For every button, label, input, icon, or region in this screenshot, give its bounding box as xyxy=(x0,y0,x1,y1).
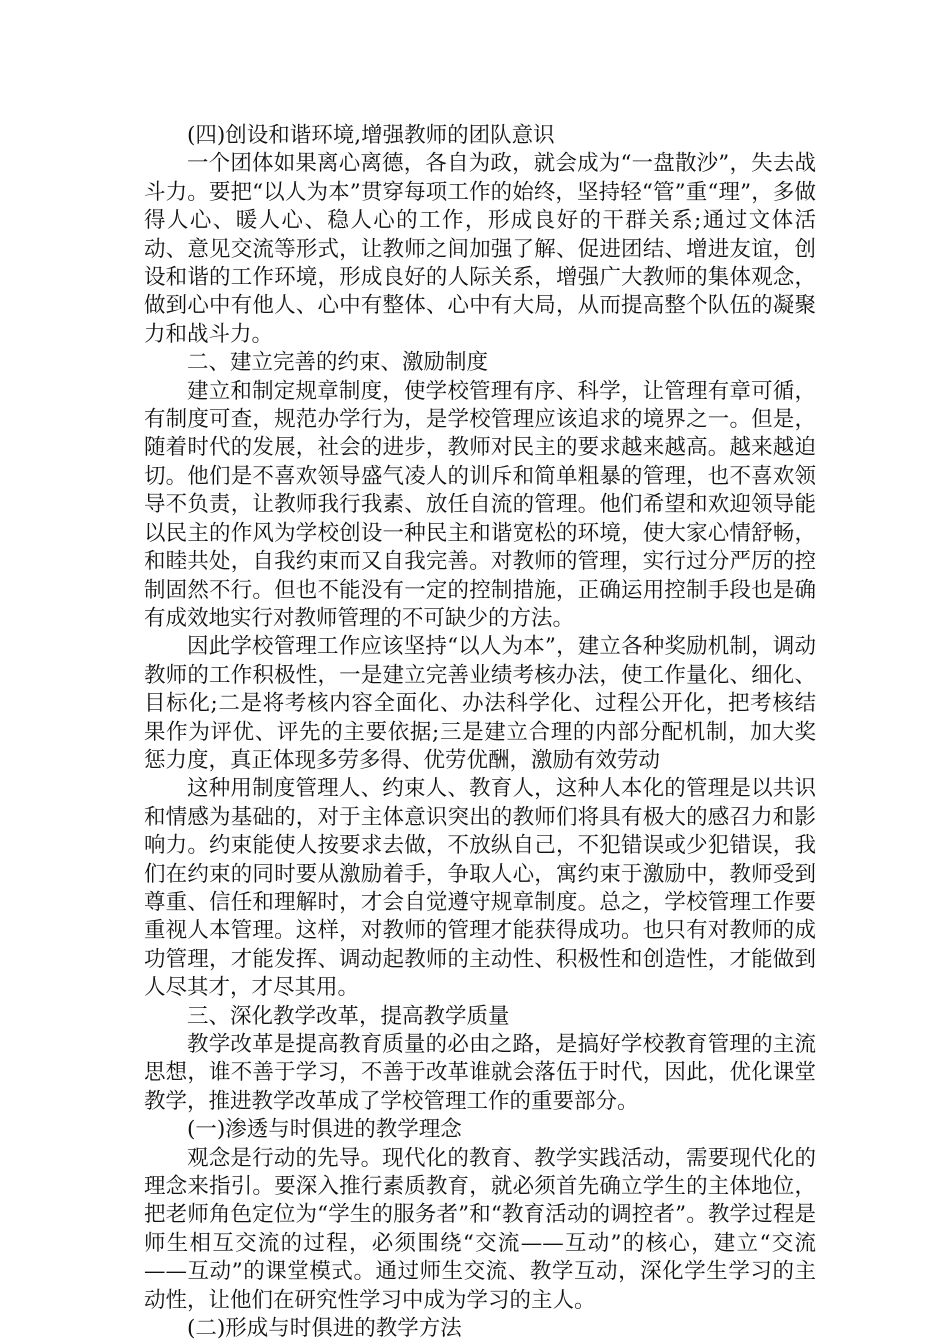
section-heading: (二)形成与时俱进的教学方法 xyxy=(187,1316,462,1342)
body-paragraph: 一个团体如果离心离德，各自为政，就会成为“一盘散沙”，失去战斗力。要把“以人为本”贯穿每项工作的始终，坚持轻“管”重“理”，多做得人心、暖人心、稳人心的工作，形成良好的干群关系;通过文体活动、意见交流等形式，让教师之间加强了解、促进团结、增进友谊，创设和谐的工作环境，形成良好的人际关系，增强广大教师的集体观念，做到心中有他人、心中有整体、心中有大局，从而提高整个队伍的凝聚力和战斗力。 xyxy=(144,151,816,347)
document-page xyxy=(144,122,816,1343)
body-paragraph: 这种用制度管理人、约束人、教育人，这种人本化的管理是以共识和情感为基础的，对于主体意识突出的教师们将具有极大的感召力和影响力。约束能使人按要求去做，不放纵自己，不犯错误或少犯错误，我们在约束的同时要从激励着手，争取人心，寓约束于激励中，教师受到尊重、信任和理解时，才会自觉遵守规章制度。总之，学校管理工作要重视人本管理。这样，对教师的管理才能获得成功。也只有对教师的成功管理，才能发挥、调动起教师的主动性、积极性和创造性，才能做到人尽其才，才尽其用。 xyxy=(144,776,816,1001)
body-paragraph: 观念是行动的先导。现代化的教育、教学实践活动，需要现代化的理念来指引。要深入推行素质教育，就必须首先确立学生的主体地位，把老师角色定位为“学生的服务者”和“教育活动的调控者”。教学过程是师生相互交流的过程，必须围绕“交流——互动”的核心，建立“交流——互动”的课堂模式。通过师生交流、教学互动，深化学生学习的主动性，让他们在研究性学习中成为学习的主人。 xyxy=(144,1145,816,1313)
body-paragraph: 建立和制定规章制度，使学校管理有序、科学，让管理有章可循，有制度可查，规范办学行为，是学校管理应该追求的境界之一。但是，随着时代的发展，社会的进步，教师对民主的要求越来越高。越来越迫切。他们是不喜欢领导盛气凌人的训斥和简单粗暴的管理，也不喜欢领导不负责，让教师我行我素、放任自流的管理。他们希望和欢迎领导能以民主的作风为学校创设一种民主和谐宽松的环境，使大家心情舒畅，和睦共处，自我约束而又自我完善。对教师的管理，实行过分严厉的控制固然不行。但也不能没有一定的控制措施，正确运用控制手段也是确有成效地实行对教师管理的不可缺少的方法。 xyxy=(144,378,816,631)
section-heading: 三、深化教学改革，提高教学质量 xyxy=(187,1003,510,1029)
section-heading: 二、建立完善的约束、激励制度 xyxy=(187,350,489,376)
body-paragraph: 教学改革是提高教育质量的必由之路，是搞好学校教育管理的主流思想，谁不善于学习，不善于改革谁就会落伍于时代，因此，优化课堂教学，推进教学改革成了学校管理工作的重要部分。 xyxy=(144,1032,816,1114)
body-paragraph: 因此学校管理工作应该坚持“以人为本”，建立各种奖励机制，调动教师的工作积极性，一是建立完善业绩考核办法，使工作量化、细化、目标化;二是将考核内容全面化、办法科学化、过程公开化，把考核结果作为评优、评先的主要依据;三是建立合理的内部分配机制，加大奖惩力度，真正体现多劳多得、优劳优酬，激励有效劳动 xyxy=(144,634,816,773)
section-heading: (一)渗透与时俱进的教学理念 xyxy=(187,1117,462,1143)
section-heading: (四)创设和谐环境,增强教师的团队意识 xyxy=(187,123,555,148)
